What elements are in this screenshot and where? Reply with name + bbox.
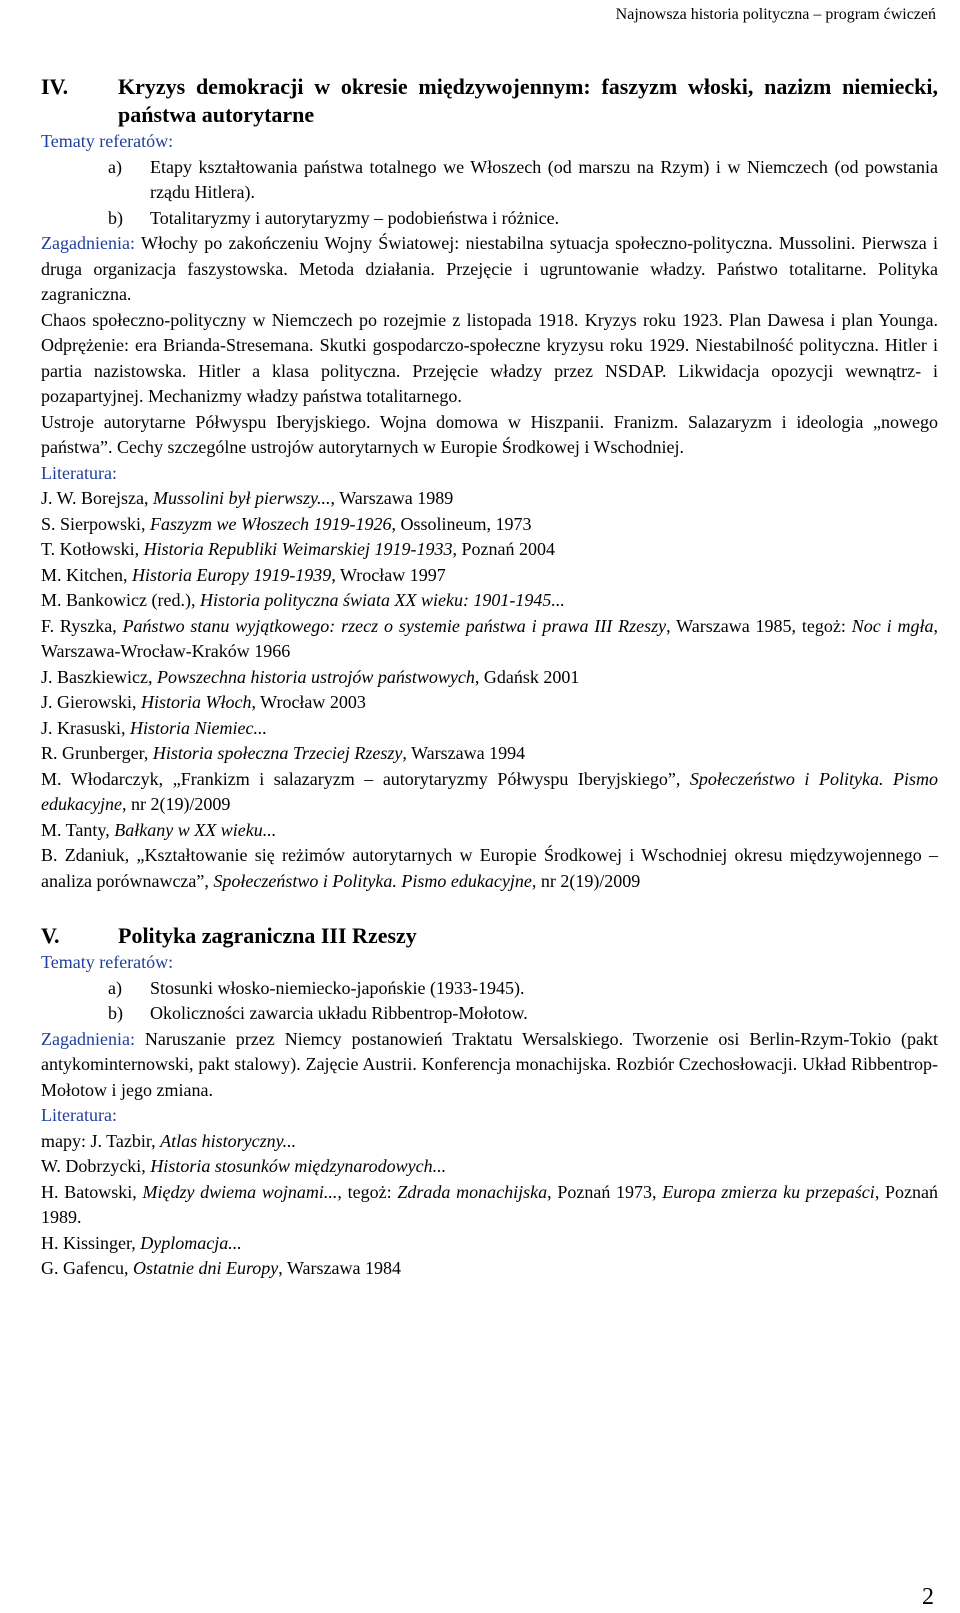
issues-paragraph: Chaos społeczno-polityczny w Niemczech po rozejmie z listopada 1918. Kryzys roku 1923. Plan Dawesa i plan Younga. Odprężenie: era Brianda-Stresemana. Skutki gospodarczo-społeczne kryzysu roku 1929. Niestabilność polityczna. Hitler i partia nazistowska. Hitler a klasa polityczna. Przejęcie władzy przez NSDAP. Likwidacja opozycji wewnątrz- i pozapartyjnej. Mechanizmy władzy państwa totalitarnego. bbox=[41, 309, 938, 406]
list-item: J. W. Borejsza, Mussolini był pierwszy..., Warszawa 1989 bbox=[41, 488, 454, 508]
issues-paragraph: Zagadnienia: Włochy po zakończeniu Wojny Światowej: niestabilna sytuacja społeczno-polityczna. Mussolini. Pierwsza i druga organizacja faszystowska. Metoda działania. Przejęcie i ugruntowanie władzy. Państwo totalitarne. Polityka zagraniczna. bbox=[41, 233, 938, 304]
list-item: H. Kissinger, Dyplomacja... bbox=[41, 1232, 242, 1253]
running-header: Najnowsza historia polityczna – program ćwiczeń bbox=[615, 6, 936, 23]
issues-label: Zagadnienia: bbox=[41, 1028, 135, 1049]
list-item: J. Gierowski, Historia Włoch, Wrocław 2003 bbox=[41, 692, 366, 712]
list-item: mapy: J. Tazbir, Atlas historyczny... bbox=[41, 1130, 297, 1151]
list-item: T. Kotłowski, Historia Republiki Weimarskiej 1919-1933, Poznań 2004 bbox=[41, 539, 555, 559]
list-item: H. Batowski, Między dwiema wojnami..., tegoż: Zdrada monachijska, Poznań 1973, Europa zmierza ku przepaści, Poznań 1989. bbox=[41, 1181, 939, 1227]
issues-paragraph: Ustroje autorytarne Półwyspu Iberyjskiego. Wojna domowa w Hiszpanii. Franizm. Salazaryzm i ideologia „nowego państwa”. Cechy szczególne ustrojów autorytarnych w Europie Środkowej i Wschodniej. bbox=[41, 411, 938, 457]
list-item: W. Dobrzycki, Historia stosunków międzynarodowych... bbox=[41, 1156, 447, 1176]
literature-label: Literatura: bbox=[41, 462, 117, 483]
topics-label: Tematy referatów: bbox=[41, 952, 174, 972]
section-heading-4 bbox=[41, 73, 938, 129]
list-item: B. Zdaniuk, „Kształtowanie się reżimów autorytarnych w Europie Środkowej i Wschodniej okresu międzywojennego – analiza porównawcza”, Społeczeństwo i Polityka. Pismo edukacyjne, nr 2(19)/2009 bbox=[41, 845, 938, 891]
literature-list bbox=[41, 1129, 938, 1282]
issues-paragraph: Zagadnienia: Naruszanie przez Niemcy postanowień Traktatu Wersalskiego. Tworzenie osi Berlin-Rzym-Tokio (pakt antykominternowski, pakt stalowy). Zajęcie Austrii. Konferencja monachijska. Rozbiór Czechosłowacji. Układ Ribbentrop-Mołotow i jego zmiana. bbox=[41, 1028, 938, 1100]
list-item: J. Krasuski, Historia Niemiec... bbox=[41, 717, 267, 738]
list-item: M. Tanty, Bałkany w XX wieku... bbox=[41, 819, 277, 840]
list-item: b) Totalitaryzmy i autorytaryzmy – podobieństwa i różnice. bbox=[108, 207, 560, 228]
list-item: J. Baszkiewicz, Powszechna historia ustrojów państwowych, Gdańsk 2001 bbox=[41, 666, 580, 687]
list-item: G. Gafencu, Ostatnie dni Europy, Warszawa 1984 bbox=[41, 1258, 401, 1278]
list-item: a) Stosunki włosko-niemiecko-japońskie (1933-1945). bbox=[108, 977, 525, 998]
list-item: F. Ryszka, Państwo stanu wyjątkowego: rzecz o systemie państwa i prawa III Rzeszy, Warszawa 1985, tegoż: Noc i mgła, Warszawa-Wrocław-Kraków 1966 bbox=[41, 615, 938, 661]
issues-label: Zagadnienia: bbox=[41, 233, 135, 253]
section-number: IV. bbox=[41, 74, 69, 99]
literature-label: Literatura: bbox=[41, 1105, 117, 1125]
document-body bbox=[41, 73, 938, 1282]
section-spacer bbox=[41, 894, 938, 922]
section-title: Kryzys demokracji w okresie międzywojennym: faszyzm włoski, nazizm niemiecki, państwa autorytarne bbox=[118, 74, 938, 127]
topics-label: Tematy referatów: bbox=[41, 131, 174, 151]
topics-list bbox=[41, 155, 938, 232]
section-number: V. bbox=[41, 923, 60, 948]
list-item: a) Etapy kształtowania państwa totalnego we Włoszech (od marszu na Rzym) i w Niemczech (od powstania rządu Hitlera). bbox=[108, 156, 938, 202]
list-item: M. Bankowicz (red.), Historia polityczna świata XX wieku: 1901-1945... bbox=[41, 590, 565, 610]
section-title: Polityka zagraniczna III Rzeszy bbox=[118, 923, 417, 948]
topics-list bbox=[41, 976, 938, 1027]
list-item: R. Grunberger, Historia społeczna Trzeciej Rzeszy, Warszawa 1994 bbox=[41, 743, 526, 763]
literature-list bbox=[41, 486, 938, 894]
page-number: 2 bbox=[922, 1584, 934, 1610]
section-heading-5 bbox=[41, 922, 938, 950]
list-item: M. Włodarczyk, „Frankizm i salazaryzm – autorytaryzmy Półwyspu Iberyjskiego”, Społeczeństwo i Polityka. Pismo edukacyjne, nr 2(19)/2009 bbox=[41, 768, 938, 814]
list-item: S. Sierpowski, Faszyzm we Włoszech 1919-1926, Ossolineum, 1973 bbox=[41, 513, 532, 534]
list-item: M. Kitchen, Historia Europy 1919-1939, Wrocław 1997 bbox=[41, 564, 446, 585]
list-item: b) Okoliczności zawarcia układu Ribbentrop-Mołotow. bbox=[108, 1003, 528, 1023]
